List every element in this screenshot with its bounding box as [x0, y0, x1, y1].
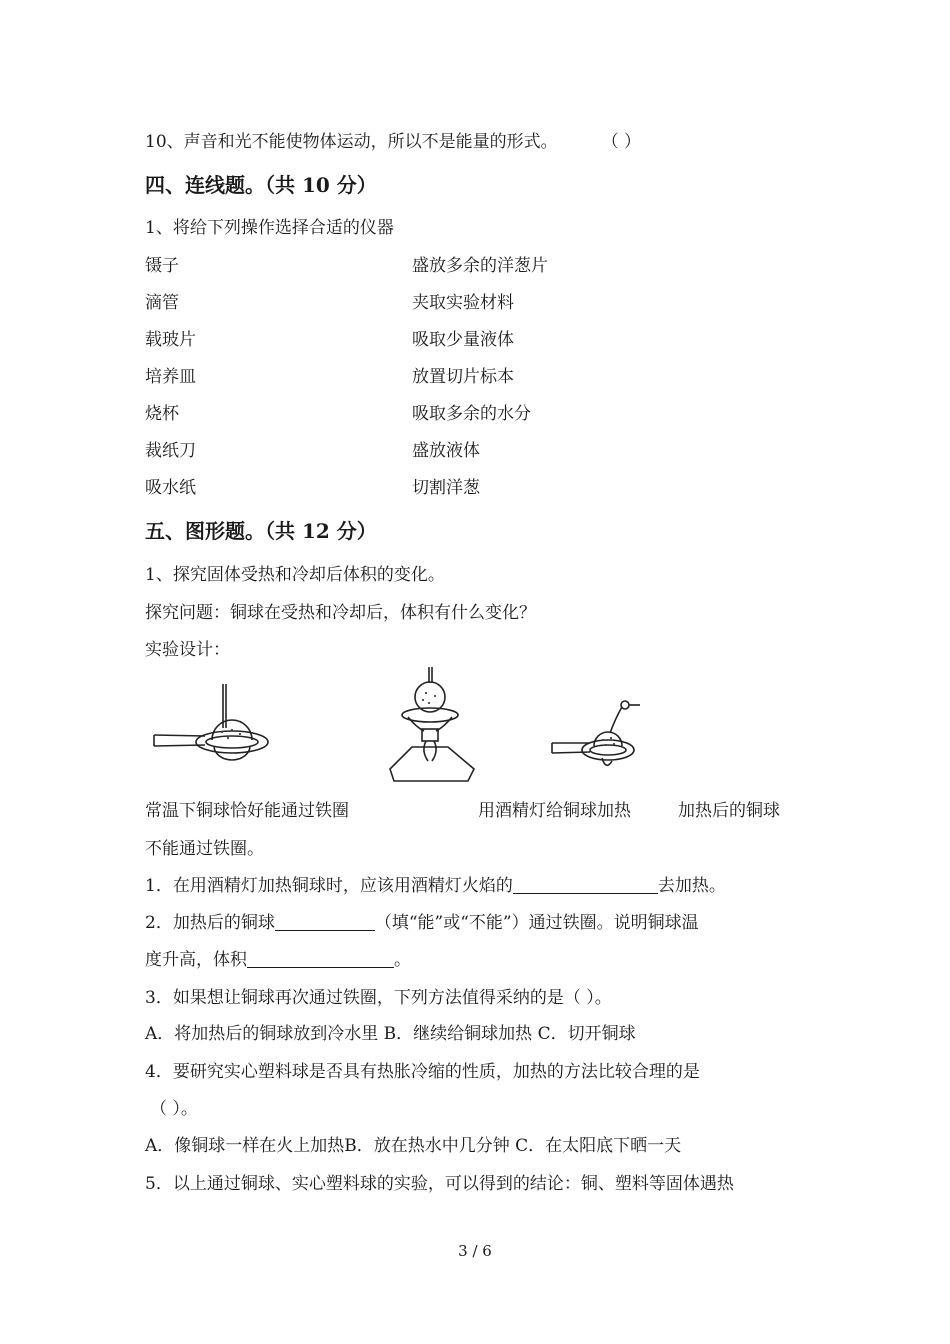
instrument-item: 裁纸刀: [145, 441, 196, 461]
instrument-item: 培养皿: [145, 367, 196, 387]
inquiry-question: 探究问题：铜球在受热和冷却后，体积有什么变化？: [145, 603, 536, 623]
alcohol-lamp-heating-figure: [388, 665, 483, 785]
figure-caption-2: 用酒精灯给铜球加热: [478, 801, 631, 821]
operation-item: 切割洋葱: [412, 478, 480, 498]
sub-question-3: 3．如果想让铜球再次通过铁圈，下列方法值得采纳的是（ ）。: [145, 988, 612, 1008]
sub-question-2-text-c: 度升高，体积: [145, 950, 247, 970]
experiment-design-label: 实验设计：: [145, 640, 230, 660]
sub-question-2-continued: [145, 945, 411, 970]
instrument-item: 镊子: [145, 256, 179, 276]
sub-question-2-text-b: （填“能”或“不能”）通过铁圈。说明铜球温: [374, 913, 699, 933]
sub-question-1: [145, 871, 726, 896]
sub-question-4-paren: （ ）。: [150, 1099, 198, 1119]
sub-question-4-options: A．像铜球一样在火上加热B．放在热水中几分钟 C．在太阳底下晒一天: [145, 1136, 682, 1156]
figure-caption-3: 加热后的铜球: [678, 801, 780, 821]
operation-item: 放置切片标本: [412, 367, 514, 387]
section-4-heading: 四、连线题。（共 10 分）: [145, 173, 377, 197]
operation-item: 盛放多余的洋葱片: [412, 256, 548, 276]
instrument-item: 滴管: [145, 293, 179, 313]
sub-question-1-text: 1．在用酒精灯加热铜球时，应该用酒精灯火焰的: [145, 876, 513, 896]
answer-blank[interactable]: [247, 950, 394, 968]
answer-paren: （ ）: [601, 132, 642, 152]
figure-caption-3-continued: 不能通过铁圈。: [145, 839, 264, 859]
answer-blank[interactable]: [275, 913, 375, 931]
section-5-heading: 五、图形题。（共 12 分）: [145, 519, 377, 543]
instrument-item: 吸水纸: [145, 478, 196, 498]
sub-question-2: [145, 908, 699, 933]
question-10: [145, 127, 641, 152]
figure-caption-1: 常温下铜球恰好能通过铁圈: [145, 801, 349, 821]
operation-item: 吸取多余的水分: [412, 404, 531, 424]
operation-item: 夹取实验材料: [412, 293, 514, 313]
ring-and-heated-ball-figure: [548, 695, 648, 780]
instrument-item: 载玻片: [145, 330, 196, 350]
sub-question-5: 5．以上通过铜球、实心塑料球的实验，可以得到的结论：铜、塑料等固体遇热: [145, 1174, 734, 1194]
operation-item: 吸取少量液体: [412, 330, 514, 350]
section-4-question-1: 1、将给下列操作选择合适的仪器: [145, 218, 394, 238]
sub-question-4: 4．要研究实心塑料球是否具有热胀冷缩的性质，加热的方法比较合理的是: [145, 1062, 700, 1082]
sub-question-2-text-a: 2．加热后的铜球: [145, 913, 275, 933]
question-10-text: 10、声音和光不能使物体运动，所以不是能量的形式。: [145, 132, 558, 152]
operation-item: 盛放液体: [412, 441, 480, 461]
instrument-item: 烧杯: [145, 404, 179, 424]
ring-and-ball-figure-room-temp: [150, 680, 280, 775]
sub-question-1-end: 去加热。: [657, 876, 726, 896]
page-number: 3 / 6: [458, 1242, 492, 1260]
section-5-question-1: 1、探究固体受热和冷却后体积的变化。: [145, 565, 445, 585]
sub-question-2-text-d: 。: [394, 950, 411, 970]
sub-question-3-options: A．将加热后的铜球放到冷水里 B．继续给铜球加热 C．切开铜球: [145, 1024, 636, 1044]
answer-blank[interactable]: [513, 876, 658, 894]
